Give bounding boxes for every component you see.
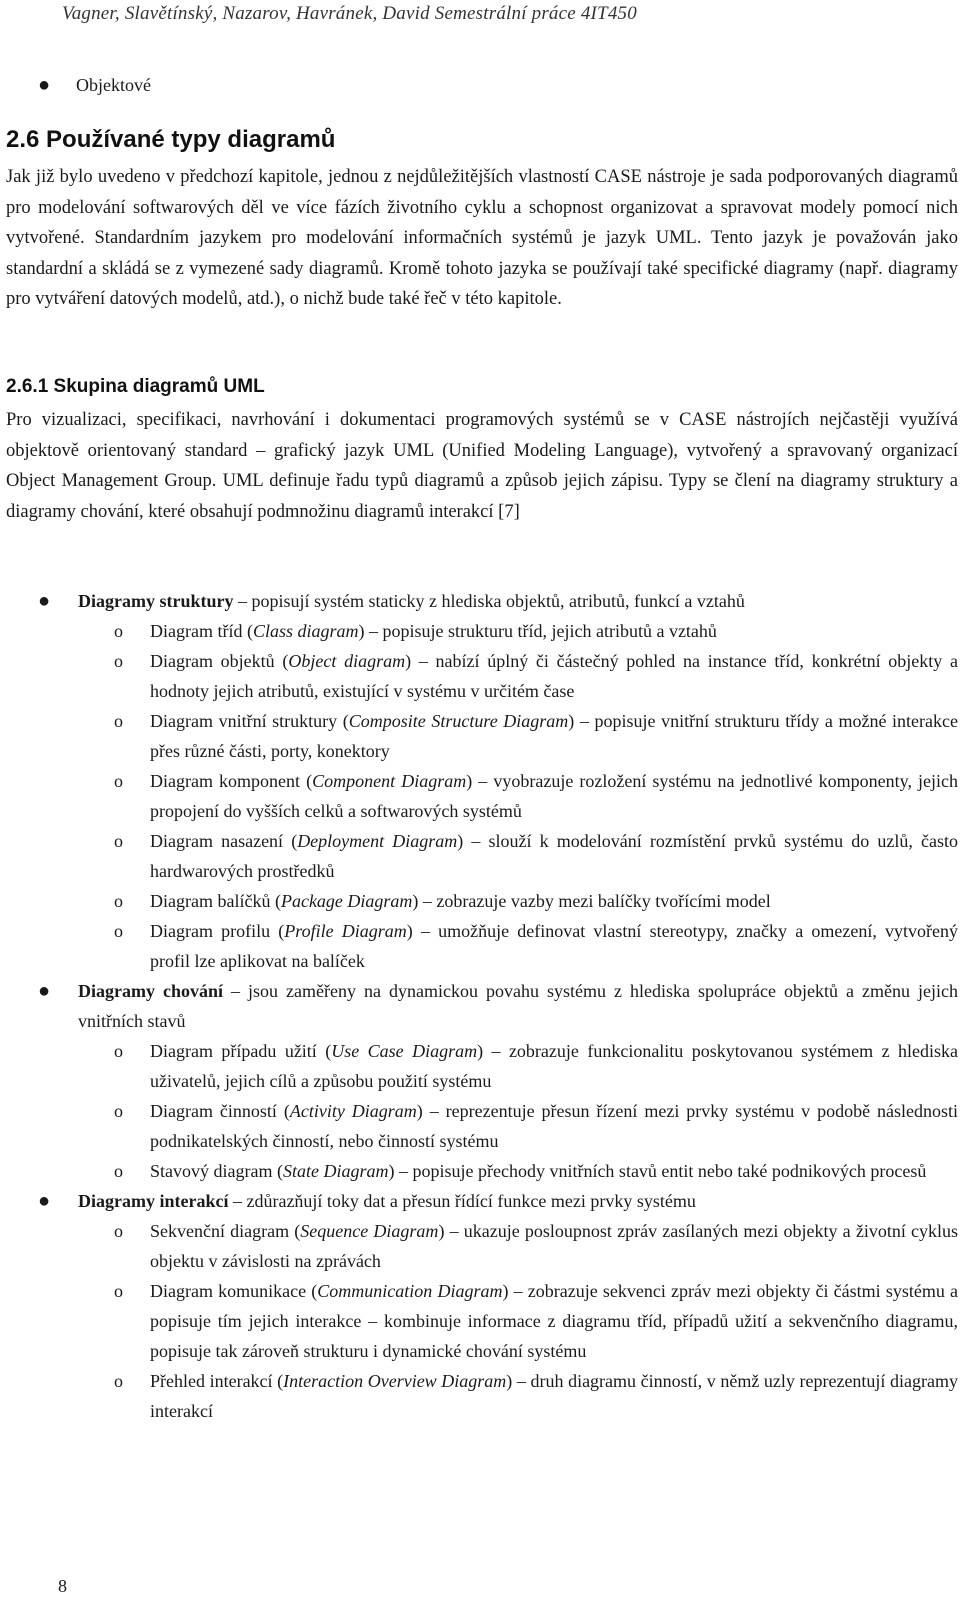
subsection-paragraph: Pro vizualizaci, specifikaci, navrhování i dokumentaci programových systémů se v CASE nástrojích nejčastěji využívá objektově orientovaný standard – grafický jazyk UML (Unified Modeling Language), vytvořený a spravovaný organizací Object Management Group. UML definuje řadu typů diagramů a způsob jejich zápisu. Typy se člení na diagramy struktury a diagramy chování, které obsahují podmnožinu diagramů interakcí [7] bbox=[6, 410, 958, 522]
sub-bullet-icon: o bbox=[114, 1101, 123, 1121]
group-description: – jsou zaměřeny na dynamickou povahu systému z hlediska spolupráce objektů a změnu jejich vnitřních stavů bbox=[78, 981, 958, 1031]
diagram-description: ) – ukazuje posloupnost zpráv zasílaných mezi objekty a životní cyklus objektu v závislosti na zprávách bbox=[150, 1221, 959, 1271]
diagram-english-name: State Diagram bbox=[282, 1161, 389, 1181]
diagram-item bbox=[0, 1276, 958, 1366]
group-item bbox=[0, 1186, 958, 1216]
group-description: – popisují systém staticky z hlediska objektů, atributů, funkcí a vztahů bbox=[233, 591, 745, 611]
diagram-item bbox=[0, 766, 958, 826]
diagram-english-name: Object diagram bbox=[288, 651, 406, 671]
group-name: Diagramy struktury bbox=[78, 591, 234, 611]
bullet-dot-icon: ● bbox=[38, 1190, 51, 1212]
diagram-english-name: Use Case Diagram bbox=[331, 1041, 478, 1061]
diagram-item bbox=[0, 1096, 958, 1156]
diagram-english-name: Communication Diagram bbox=[317, 1281, 503, 1301]
bullet-dot-icon: ● bbox=[38, 74, 51, 96]
diagram-name: Diagram vnitřní struktury ( bbox=[150, 711, 349, 731]
diagram-description: ) – popisuje přechody vnitřních stavů entit nebo také podnikových procesů bbox=[388, 1161, 927, 1181]
diagram-description: ) – zobrazuje sekvenci zpráv mezi objekty či částmi systému a popisuje tím jejich interakce – kombinuje informace z diagramu tříd, případů užití a sekvenčního diagramu, popisuje tak zároveň strukturu i dynamické chování systému bbox=[150, 1281, 958, 1361]
diagram-item bbox=[0, 706, 958, 766]
diagram-item bbox=[0, 826, 958, 886]
diagram-name: Stavový diagram ( bbox=[150, 1161, 283, 1181]
diagram-english-name: Component Diagram bbox=[312, 771, 467, 791]
sub-bullet-icon: o bbox=[114, 771, 123, 791]
diagram-description: ) – umožňuje definovat vlastní stereotypy, značky a omezení, vytvořený profil lze aplikovat na balíček bbox=[150, 921, 958, 971]
page-header: Vagner, Slavětínský, Nazarov, Havránek, David Semestrální práce 4IT450 bbox=[62, 3, 637, 24]
diagram-item bbox=[0, 646, 958, 706]
page-number: 8 bbox=[58, 1576, 67, 1596]
diagram-name: Diagram případu užití ( bbox=[150, 1041, 332, 1061]
diagram-name: Diagram profilu ( bbox=[150, 921, 285, 941]
diagram-english-name: Interaction Overview Diagram bbox=[283, 1371, 507, 1391]
diagram-groups-list bbox=[0, 586, 960, 1426]
diagram-english-name: Sequence Diagram bbox=[300, 1221, 439, 1241]
diagram-english-name: Activity Diagram bbox=[289, 1101, 417, 1121]
group-name: Diagramy chování bbox=[78, 981, 224, 1001]
diagram-name: Diagram tříd ( bbox=[150, 621, 253, 641]
sub-bullet-icon: o bbox=[114, 1371, 123, 1391]
bullet-dot-icon: ● bbox=[38, 590, 51, 612]
diagram-description: ) – popisuje strukturu tříd, jejich atributů a vztahů bbox=[358, 621, 717, 641]
diagram-name: Diagram komponent ( bbox=[150, 771, 313, 791]
diagram-name: Diagram komunikace ( bbox=[150, 1281, 318, 1301]
sub-bullet-icon: o bbox=[114, 891, 123, 911]
sub-bullet-icon: o bbox=[114, 831, 123, 851]
group-item bbox=[0, 586, 958, 616]
diagram-english-name: Deployment Diagram bbox=[297, 831, 458, 851]
diagram-description: ) – druh diagramu činností, v němž uzly reprezentují diagramy interakcí bbox=[150, 1371, 959, 1421]
section-title: 2.6 Používané typy diagramů bbox=[6, 126, 336, 153]
sub-bullet-icon: o bbox=[114, 1281, 123, 1301]
group-item bbox=[0, 976, 958, 1036]
sub-bullet-icon: o bbox=[114, 1161, 123, 1181]
sub-bullet-icon: o bbox=[114, 1221, 123, 1241]
diagram-english-name: Composite Structure Diagram bbox=[348, 711, 569, 731]
diagram-name: Diagram objektů ( bbox=[150, 651, 289, 671]
diagram-name: Sekvenční diagram ( bbox=[150, 1221, 301, 1241]
diagram-english-name: Profile Diagram bbox=[284, 921, 407, 941]
diagram-item bbox=[0, 886, 958, 916]
diagram-english-name: Class diagram bbox=[252, 621, 359, 641]
diagram-description: ) – nabízí úplný či částečný pohled na instance tříd, konkrétní objekty a hodnoty jejich atributů, existující v systému v určitém čase bbox=[150, 651, 958, 701]
diagram-item bbox=[0, 1036, 958, 1096]
group-description: – zdůrazňují toky dat a přesun řídící funkce mezi prvky systému bbox=[228, 1191, 696, 1211]
diagram-item bbox=[0, 1156, 958, 1186]
diagram-description: ) – reprezentuje přesun řízení mezi prvky systému v podobě následnosti podnikatelských činností, nebo činností systému bbox=[150, 1101, 958, 1151]
diagram-item bbox=[0, 916, 958, 976]
diagram-english-name: Package Diagram bbox=[280, 891, 413, 911]
diagram-description: ) – slouží k modelování rozmístění prvků systému do uzlů, často hardwarových prostředků bbox=[150, 831, 958, 881]
sub-bullet-icon: o bbox=[114, 921, 123, 941]
diagram-item bbox=[0, 1216, 958, 1276]
bullet-dot-icon: ● bbox=[38, 980, 51, 1002]
diagram-description: ) – vyobrazuje rozložení systému na jednotlivé komponenty, jejich propojení do vyšších celků a softwarových systémů bbox=[150, 771, 959, 821]
diagram-description: ) – zobrazuje vazby mezi balíčky tvořícími model bbox=[412, 891, 771, 911]
diagram-name: Diagram nasazení ( bbox=[150, 831, 298, 851]
diagram-description: ) – zobrazuje funkcionalitu poskytovanou systémem z hlediska uživatelů, jejich cílů a způsobu použití systému bbox=[150, 1041, 958, 1091]
section-paragraph: Jak již bylo uvedeno v předchozí kapitole, jednou z nejdůležitějších vlastností CASE nástroje je sada podporovaných diagramů pro modelování softwarových děl ve více fázích životního cyklu a schopnost organizovat a spravovat modely pomocí nich vytvořené. Standardním jazykem pro modelování informačních systémů je jazyk UML. Tento jazyk je považován jako standardní a skládá se z vymezené sady diagramů. Kromě tohoto jazyka se používají také specifické diagramy (např. diagramy pro vytváření datových modelů, atd.), o nichž bude také řeč v této kapitole. bbox=[6, 167, 958, 309]
diagram-name: Diagram balíčků ( bbox=[150, 891, 281, 911]
diagram-name: Přehled interakcí ( bbox=[150, 1371, 284, 1391]
subsection-title: 2.6.1 Skupina diagramů UML bbox=[6, 376, 265, 397]
top-bullet-item bbox=[38, 70, 151, 100]
diagram-description: ) – popisuje vnitřní strukturu třídy a možné interakce přes různé části, porty, konektory bbox=[150, 711, 958, 761]
diagram-item bbox=[0, 616, 958, 646]
diagram-item bbox=[0, 1366, 958, 1426]
sub-bullet-icon: o bbox=[114, 651, 123, 671]
sub-bullet-icon: o bbox=[114, 1041, 123, 1061]
sub-bullet-icon: o bbox=[114, 711, 123, 731]
diagram-name: Diagram činností ( bbox=[150, 1101, 290, 1121]
group-name: Diagramy interakcí bbox=[78, 1191, 229, 1211]
top-bullet-label: Objektové bbox=[76, 75, 151, 95]
sub-bullet-icon: o bbox=[114, 621, 123, 641]
